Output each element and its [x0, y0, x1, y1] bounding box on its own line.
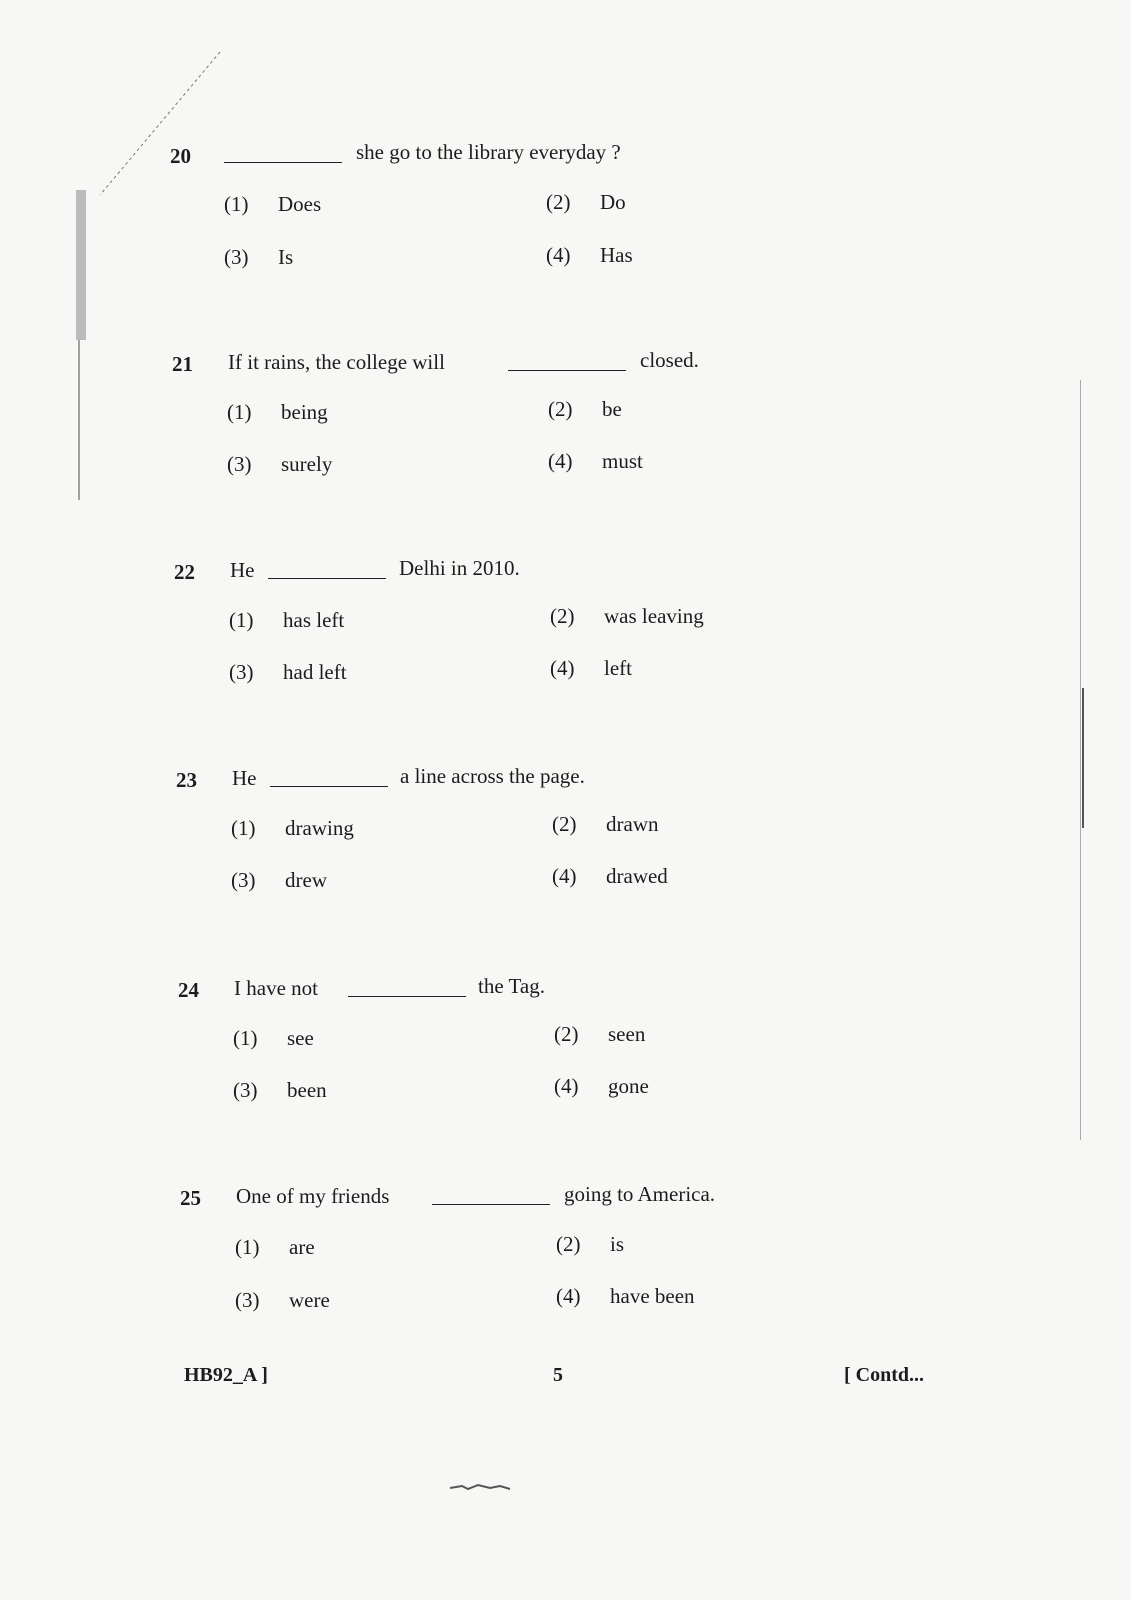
option-text: Is — [278, 245, 294, 269]
option-number: (1) — [229, 608, 254, 632]
option-text: drawed — [606, 864, 668, 888]
option-number: (2) — [548, 397, 573, 421]
question-number: 22 — [174, 560, 195, 584]
question-text-suffix: she go to the library everyday ? — [356, 140, 621, 164]
option-number: (3) — [231, 868, 256, 892]
answer-blank — [224, 162, 342, 163]
option[interactable] — [546, 190, 626, 215]
option-number: (2) — [556, 1232, 581, 1256]
option[interactable] — [229, 660, 347, 685]
option-number: (1) — [224, 192, 249, 216]
question-text-prefix: One of my friends — [236, 1184, 390, 1208]
option-text: was leaving — [604, 604, 704, 628]
option-text: see — [287, 1026, 314, 1050]
question-number: 21 — [172, 352, 193, 376]
option-number: (4) — [546, 243, 571, 267]
option-text: drew — [285, 868, 327, 892]
option-text: are — [289, 1235, 315, 1259]
option[interactable] — [550, 604, 704, 629]
answer-blank — [432, 1204, 550, 1205]
option[interactable] — [554, 1022, 645, 1047]
option-text: seen — [608, 1022, 646, 1046]
answer-blank — [268, 578, 386, 579]
option-text: were — [289, 1288, 330, 1312]
question-20 — [170, 136, 990, 176]
answer-blank — [348, 996, 466, 997]
option[interactable] — [224, 192, 321, 217]
answer-blank — [508, 370, 626, 371]
option-number: (2) — [546, 190, 571, 214]
option-text: being — [281, 400, 328, 424]
option-text: be — [602, 397, 622, 421]
option-text: is — [610, 1232, 625, 1256]
option[interactable] — [556, 1232, 624, 1257]
option[interactable] — [227, 452, 332, 477]
option-text: left — [604, 656, 632, 680]
option-text: surely — [281, 452, 333, 476]
scan-edge-artifact — [70, 40, 230, 560]
option[interactable] — [548, 449, 643, 474]
option-number: (3) — [235, 1288, 260, 1312]
question-21 — [172, 344, 992, 384]
option-number: (4) — [548, 449, 573, 473]
option-number: (4) — [550, 656, 575, 680]
option[interactable] — [231, 868, 327, 893]
page-number: 5 — [553, 1364, 563, 1386]
option-text: gone — [608, 1074, 649, 1098]
option[interactable] — [235, 1288, 330, 1313]
option[interactable] — [224, 245, 293, 270]
option-number: (4) — [552, 864, 577, 888]
scan-smudge — [448, 1480, 518, 1494]
option[interactable] — [233, 1078, 327, 1103]
question-24 — [178, 970, 998, 1010]
answer-blank — [270, 786, 388, 787]
option-number: (3) — [233, 1078, 258, 1102]
question-number: 23 — [176, 768, 197, 792]
option[interactable] — [546, 243, 633, 268]
option[interactable] — [235, 1235, 315, 1260]
question-25 — [180, 1178, 1000, 1218]
option-number: (2) — [550, 604, 575, 628]
question-number: 20 — [170, 144, 191, 168]
question-text-suffix: the Tag. — [478, 974, 545, 998]
question-22 — [174, 552, 994, 592]
option-number: (1) — [233, 1026, 258, 1050]
option-text: has left — [283, 608, 345, 632]
option-number: (1) — [231, 816, 256, 840]
option[interactable] — [231, 816, 354, 841]
option-text: have been — [610, 1284, 695, 1308]
option[interactable] — [227, 400, 328, 425]
paper-code: HB92_A ] — [184, 1364, 268, 1386]
option-text: must — [602, 449, 643, 473]
question-text-suffix: a line across the page. — [400, 764, 585, 788]
option-number: (2) — [552, 812, 577, 836]
option-number: (2) — [554, 1022, 579, 1046]
option[interactable] — [229, 608, 344, 633]
option-number: (3) — [229, 660, 254, 684]
option-text: Do — [600, 190, 626, 214]
option-text: drawing — [285, 816, 354, 840]
question-text-suffix: Delhi in 2010. — [399, 556, 520, 580]
option-number: (3) — [224, 245, 249, 269]
question-text-prefix: He — [232, 766, 257, 790]
option[interactable] — [233, 1026, 314, 1051]
question-number: 24 — [178, 978, 199, 1002]
option[interactable] — [548, 397, 622, 422]
option[interactable] — [550, 656, 632, 681]
question-number: 25 — [180, 1186, 201, 1210]
option-text: been — [287, 1078, 327, 1102]
option[interactable] — [556, 1284, 695, 1309]
question-text-prefix: He — [230, 558, 255, 582]
option-text: Has — [600, 243, 633, 267]
question-text-prefix: I have not — [234, 976, 318, 1000]
option-text: Does — [278, 192, 322, 216]
scan-edge-line — [1080, 380, 1081, 1140]
question-text-suffix: closed. — [640, 348, 699, 372]
option-number: (4) — [554, 1074, 579, 1098]
option[interactable] — [552, 864, 668, 889]
option-number: (4) — [556, 1284, 581, 1308]
option-text: drawn — [606, 812, 659, 836]
scan-edge-line — [1082, 688, 1084, 828]
question-23 — [176, 760, 996, 800]
option[interactable] — [554, 1074, 649, 1099]
option-text: had left — [283, 660, 347, 684]
option-number: (1) — [235, 1235, 260, 1259]
question-text-suffix: going to America. — [564, 1182, 716, 1206]
option[interactable] — [552, 812, 658, 837]
option-number: (3) — [227, 452, 252, 476]
question-text-prefix: If it rains, the college will — [228, 350, 445, 374]
continued-label: [ Contd... — [844, 1364, 925, 1386]
option-number: (1) — [227, 400, 252, 424]
